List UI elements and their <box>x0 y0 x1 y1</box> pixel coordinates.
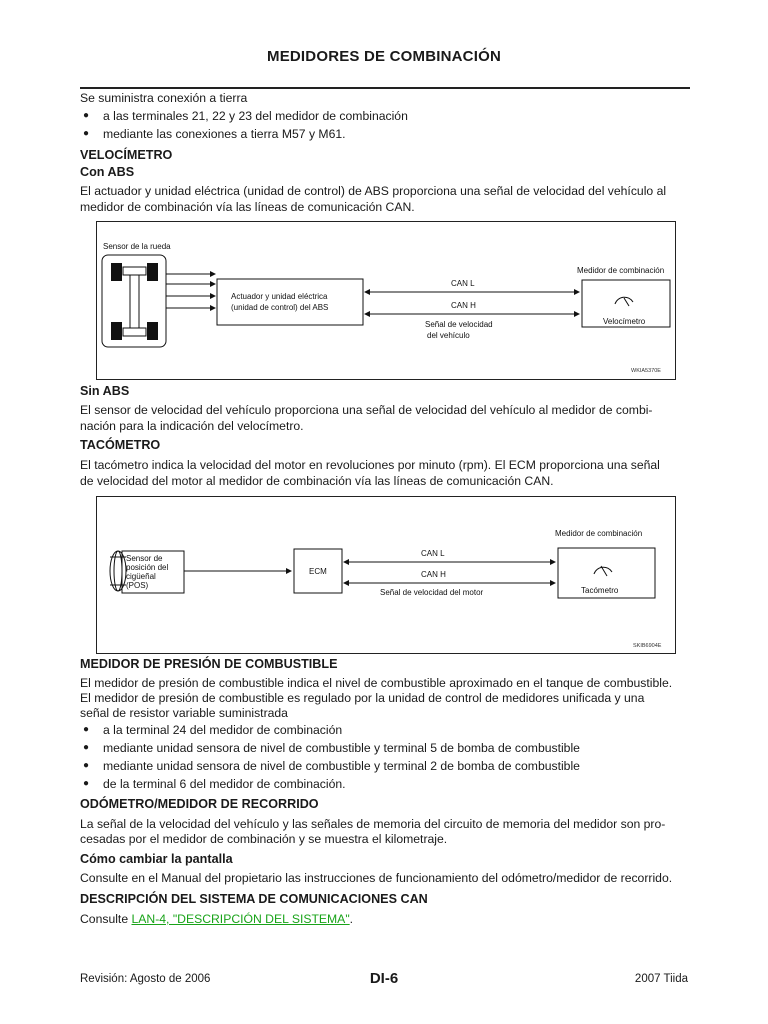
paragraph-line: de velocidad del motor al medidor de combinación vía las líneas de comunicación CAN. <box>80 474 554 488</box>
crank-sensor-label: cigüeñal <box>126 572 156 581</box>
can-l-label: CAN L <box>421 549 445 558</box>
figure-code: SKIB6904E <box>633 643 662 649</box>
bullet-icon: ● <box>83 742 90 753</box>
gauge-label: Velocímetro <box>603 317 646 326</box>
paragraph-line: cesadas por el medidor de combinación y se muestra el kilometraje. <box>80 832 448 846</box>
crank-sensor-label: Sensor de <box>126 554 163 563</box>
section-heading-odometro: ODÓMETRO/MEDIDOR DE RECORRIDO <box>80 797 319 811</box>
meter-label: Medidor de combinación <box>555 529 643 538</box>
paragraph-line: medidor de combinación vía las líneas de comunicación CAN. <box>80 200 415 214</box>
subheading-pantalla: Cómo cambiar la pantalla <box>80 852 233 866</box>
title-rule <box>80 87 690 89</box>
paragraph-line: El medidor de presión de combustible indica el nivel de combustible aproximado en el tanque de combustible. <box>80 676 673 690</box>
ecm-label: ECM <box>309 567 327 576</box>
wheel-sensor-label: Sensor de la rueda <box>103 242 171 251</box>
can-h-label: CAN H <box>421 570 446 579</box>
gauge-label: Tacómetro <box>581 586 619 595</box>
abs-diagram <box>96 221 676 380</box>
bullet-icon: ● <box>83 778 90 789</box>
footer-model: 2007 Tiida <box>634 973 688 985</box>
paragraph-line: El medidor de presión de combustible es regulado por la unidad de control de medidores unificada y una <box>80 691 645 705</box>
subheading-sin-abs: Sin ABS <box>80 384 130 398</box>
page-number: DI-6 <box>369 970 399 987</box>
bullet-icon: ● <box>83 110 90 121</box>
can-l-label: CAN L <box>451 279 475 288</box>
crank-sensor-label: posición del <box>126 563 169 572</box>
meter-label: Medidor de combinación <box>577 266 665 275</box>
page-title: MEDIDORES DE COMBINACIÓN <box>267 48 501 65</box>
paragraph-line: El actuador y unidad eléctrica (unidad de control) de ABS proporciona una señal de velocidad del vehículo al <box>80 184 667 198</box>
abs-diagram-drawing <box>97 222 675 379</box>
can-reference: Consulte LAN-4, "DESCRIPCIÓN DEL SISTEMA". <box>80 912 354 926</box>
tachometer-diagram <box>96 496 676 654</box>
paragraph-line: Consulte en el Manual del propietario las instrucciones de funcionamiento del odómetro/medidor de recorrido. <box>80 871 673 885</box>
section-heading-velocimetro: VELOCÍMETRO <box>80 148 173 162</box>
figure-code: WKIA5370E <box>631 368 661 374</box>
abs-unit-box <box>217 279 363 325</box>
tachometer-diagram-drawing <box>97 497 675 653</box>
section-heading-can: DESCRIPCIÓN DEL SISTEMA DE COMUNICACIONES CAN <box>80 892 428 906</box>
abs-unit-label: (unidad de control) del ABS <box>231 303 329 312</box>
footer-revision: Revisión: Agosto de 2006 <box>80 973 211 985</box>
paragraph-line: El tacómetro indica la velocidad del motor en revoluciones por minuto (rpm). El ECM proporciona una señal <box>80 458 660 472</box>
paragraph-line: nación para la indicación del velocímetro. <box>80 419 304 433</box>
subheading-con-abs: Con ABS <box>80 165 135 179</box>
section-heading-tacometro: TACÓMETRO <box>80 438 161 452</box>
paragraph-line: El sensor de velocidad del vehículo proporciona una señal de velocidad del vehículo al medidor de combi- <box>80 403 653 417</box>
can-reference-link[interactable]: LAN-4, "DESCRIPCIÓN DEL SISTEMA" <box>131 912 350 926</box>
signal-label: Señal de velocidad <box>425 320 493 329</box>
crank-sensor-label: (POS) <box>126 581 149 590</box>
abs-unit-label: Actuador y unidad eléctrica <box>231 292 328 301</box>
can-h-label: CAN H <box>451 301 476 310</box>
bullet-icon: ● <box>83 760 90 771</box>
signal-label: del vehículo <box>427 331 470 340</box>
paragraph-line: señal de resistor variable suministrada <box>80 706 288 720</box>
paragraph-line: La señal de la velocidad del vehículo y las señales de memoria del circuito de memoria del medidor son pro- <box>80 817 666 831</box>
intro-text: Se suministra conexión a tierra <box>80 91 248 105</box>
bullet-icon: ● <box>83 724 90 735</box>
section-heading-combustible: MEDIDOR DE PRESIÓN DE COMBUSTIBLE <box>80 657 338 671</box>
bullet-icon: ● <box>83 128 90 139</box>
signal-label: Señal de velocidad del motor <box>380 588 484 597</box>
